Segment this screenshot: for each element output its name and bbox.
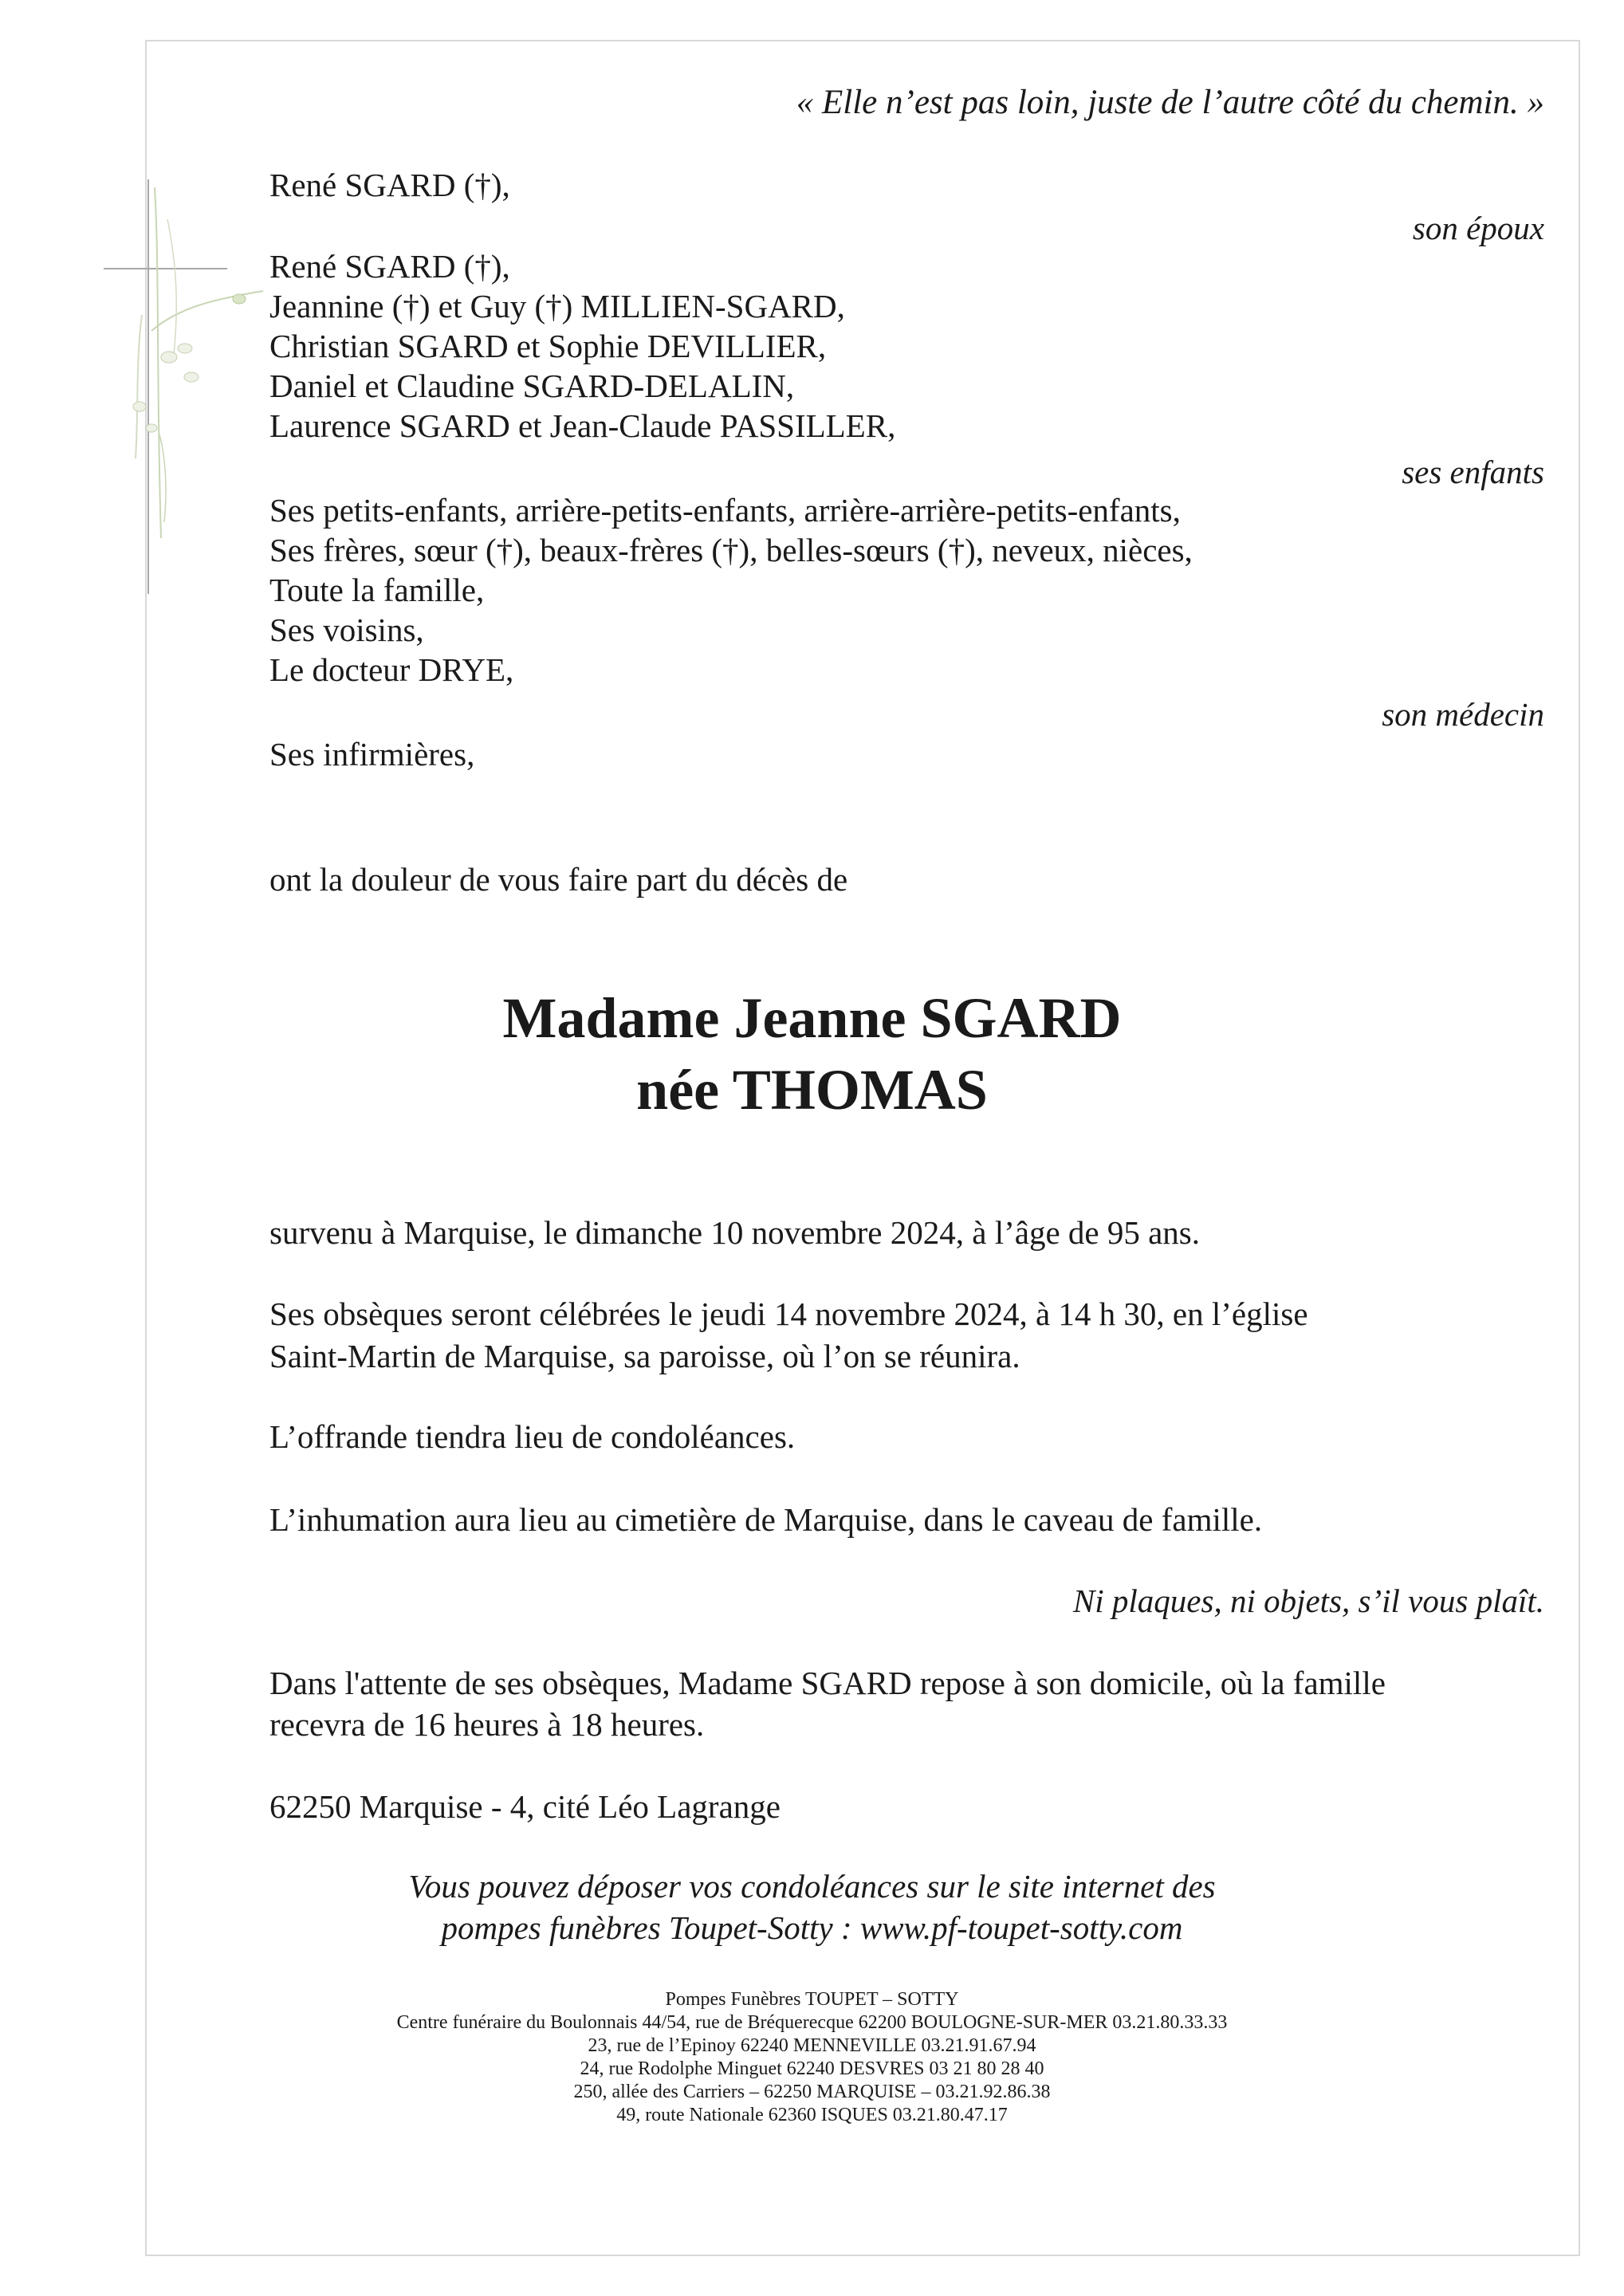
no-plaques-note: Ni plaques, ni objets, s’il vous plaît. <box>1072 1582 1544 1619</box>
child-name: René SGARD (†), <box>269 248 510 285</box>
family-line: Ses frères, sœur (†), beaux-frères (†), belles-sœurs (†), neveux, nièces, <box>269 532 1193 568</box>
nurses-line: Ses infirmières, <box>269 736 475 773</box>
role-spouse: son époux <box>1412 210 1544 246</box>
funeral-details-2: Saint-Martin de Marquise, sa paroisse, où l’on se réunira. <box>269 1338 1020 1374</box>
family-line: Le docteur DRYE, <box>269 651 514 688</box>
deceased-maiden-name: née THOMAS <box>636 1058 988 1122</box>
family-line: Ses petits-enfants, arrière-petits-enfants, arrière-arrière-petits-enfants, <box>269 492 1181 529</box>
child-name: Daniel et Claudine SGARD-DELALIN, <box>269 368 795 404</box>
family-line: Ses voisins, <box>269 611 424 648</box>
footer-company: Pompes Funèbres TOUPET – SOTTY <box>665 1989 959 2010</box>
condolences-line-2: pompes funèbres Toupet-Sotty : www.pf-toupet-sotty.com <box>441 1909 1183 1946</box>
home-address: 62250 Marquise - 4, cité Léo Lagrange <box>269 1788 781 1825</box>
child-name: Laurence SGARD et Jean-Claude PASSILLER, <box>269 407 896 444</box>
footer-address: 49, route Nationale 62360 ISQUES 03.21.80.47.17 <box>616 2105 1008 2125</box>
family-line: Toute la famille, <box>269 572 485 608</box>
epigraph: « Elle n’est pas loin, juste de l’autre côté du chemin. » <box>796 84 1544 121</box>
viewing-details-1: Dans l'attente de ses obsèques, Madame SGARD repose à son domicile, où la famille <box>269 1665 1386 1701</box>
offering-note: L’offrande tiendra lieu de condoléances. <box>269 1418 796 1455</box>
role-children: ses enfants <box>1402 454 1544 490</box>
role-doctor: son médecin <box>1382 696 1544 733</box>
viewing-details-2: recevra de 16 heures à 18 heures. <box>269 1706 705 1743</box>
footer-address: Centre funéraire du Boulonnais 44/54, rue de Bréquerecque 62200 BOULOGNE-SUR-MER 03.21.80.33.33 <box>396 2012 1228 2033</box>
announcement: ont la douleur de vous faire part du décès de <box>269 861 848 898</box>
footer-address: 23, rue de l’Epinoy 62240 MENNEVILLE 03.21.91.67.94 <box>588 2035 1036 2056</box>
child-name: Jeannine (†) et Guy (†) MILLIEN-SGARD, <box>269 288 845 324</box>
death-details: survenu à Marquise, le dimanche 10 novembre 2024, à l’âge de 95 ans. <box>269 1214 1200 1251</box>
funeral-details-1: Ses obsèques seront célébrées le jeudi 14 novembre 2024, à 14 h 30, en l’église <box>269 1295 1308 1332</box>
footer-address: 24, rue Rodolphe Minguet 62240 DESVRES 03 21 80 28 40 <box>580 2058 1044 2079</box>
child-name: Christian SGARD et Sophie DEVILLIER, <box>269 328 827 364</box>
spouse-name: René SGARD (†), <box>269 167 510 203</box>
condolences-line-1: Vous pouvez déposer vos condoléances sur le site internet des <box>408 1868 1216 1905</box>
burial-note: L’inhumation aura lieu au cimetière de Marquise, dans le caveau de famille. <box>269 1501 1263 1538</box>
footer-address: 250, allée des Carriers – 62250 MARQUISE – 03.21.92.86.38 <box>573 2082 1051 2102</box>
deceased-name: Madame Jeanne SGARD <box>502 986 1122 1050</box>
